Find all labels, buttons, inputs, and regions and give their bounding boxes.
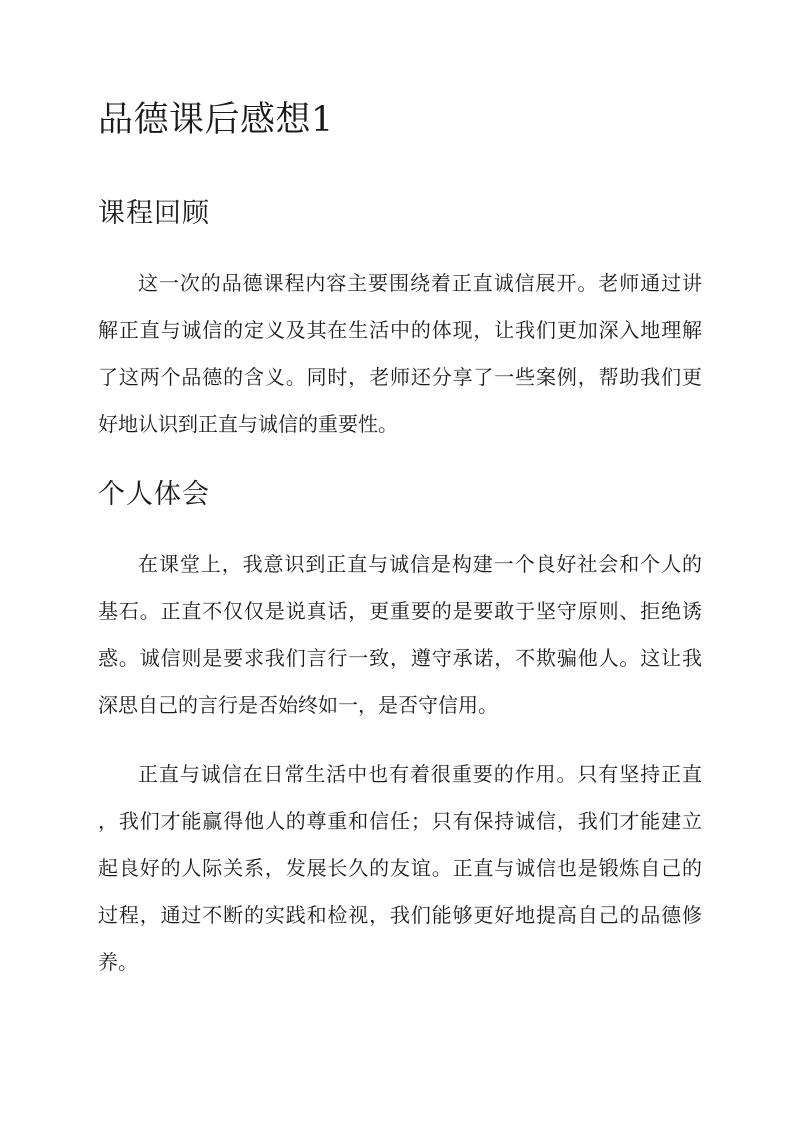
paragraph-line: 深思自己的言行是否始终如一，是否守信用。: [98, 693, 498, 717]
document-title: 品德课后感想1: [98, 100, 334, 140]
paragraph-course-review: [98, 264, 702, 452]
section-heading-course-review: 课程回顾: [98, 198, 210, 229]
paragraph-line: 这一次的品德课程内容主要围绕着正直诚信展开。老师通过讲: [138, 271, 702, 295]
section-heading-personal-experience: 个人体会: [98, 479, 210, 510]
paragraph-line: 起良好的人际关系，发展长久的友谊。正直与诚信也是锻炼自己的: [98, 856, 702, 880]
paragraph-personal-experience-1: [98, 545, 702, 733]
paragraph-line: 基石。正直不仅仅是说真话，更重要的是要敢于坚守原则、拒绝诱: [98, 599, 702, 623]
paragraph-line: 养。: [98, 950, 138, 974]
paragraph-line: 正直与诚信在日常生活中也有着很重要的作用。只有坚持正直: [138, 762, 702, 786]
paragraph-personal-experience-2: [98, 755, 702, 990]
paragraph-line: 好地认识到正直与诚信的重要性。: [98, 412, 398, 436]
paragraph-line: 解正直与诚信的定义及其在生活中的体现，让我们更加深入地理解: [98, 318, 702, 342]
paragraph-line: ，我们才能赢得他人的尊重和信任；只有保持诚信，我们才能建立: [98, 809, 702, 833]
paragraph-line: 惑。诚信则是要求我们言行一致，遵守承诺，不欺骗他人。这让我: [98, 646, 702, 670]
paragraph-line: 在课堂上，我意识到正直与诚信是构建一个良好社会和个人的: [138, 552, 702, 576]
paragraph-line: 了这两个品德的含义。同时，老师还分享了一些案例，帮助我们更: [98, 365, 702, 389]
paragraph-line: 过程，通过不断的实践和检视，我们能够更好地提高自己的品德修: [98, 903, 702, 927]
